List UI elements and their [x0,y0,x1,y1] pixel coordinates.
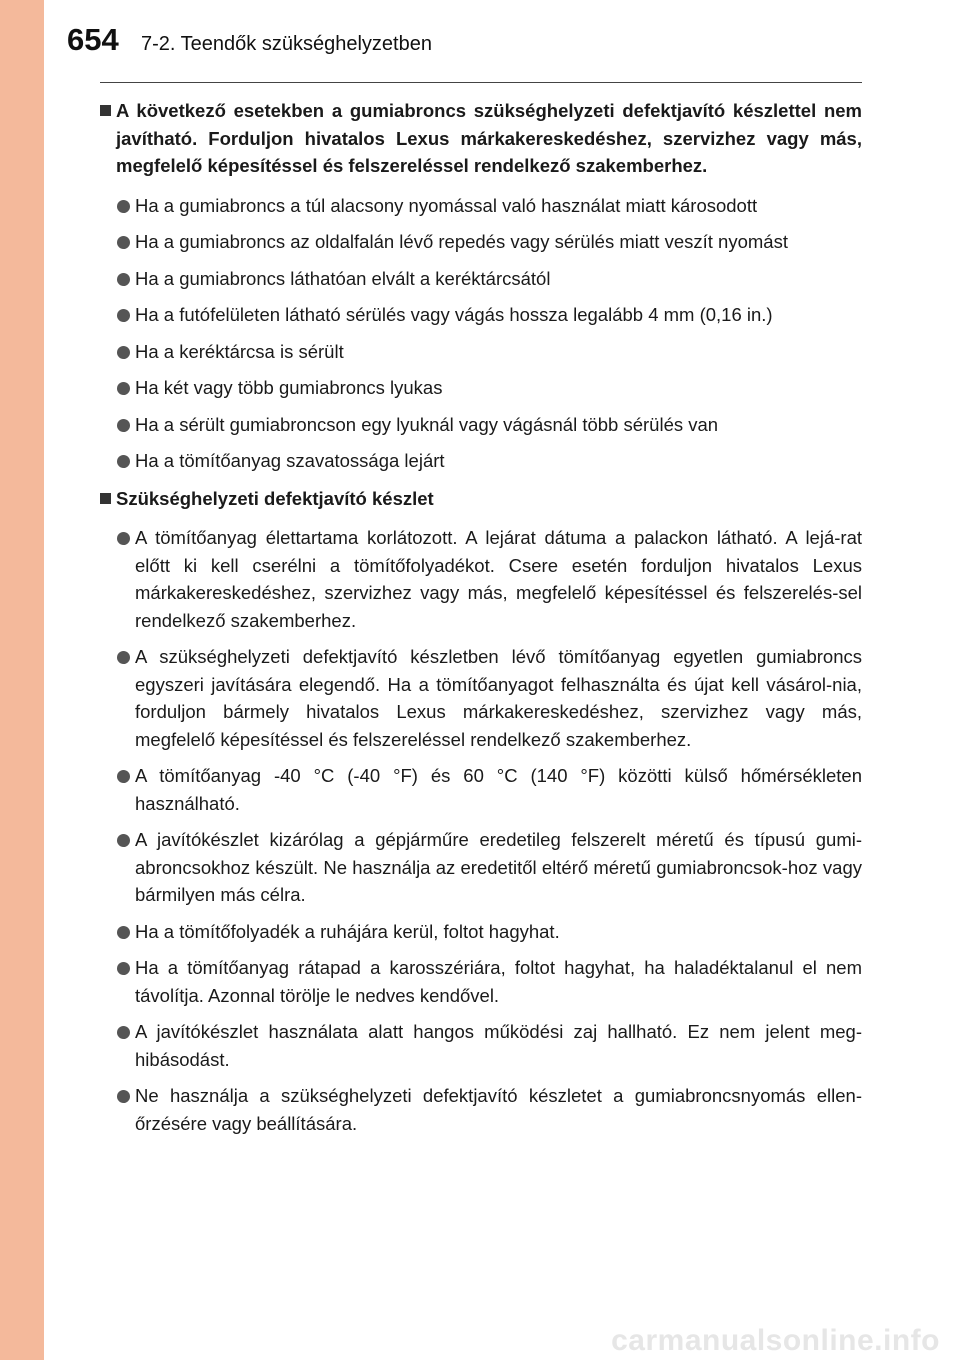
bullet-dot-icon [117,346,130,359]
list-item-text: Ha a keréktárcsa is sérült [135,340,344,362]
list-item-text: Ha a tömítőanyag rátapad a karosszériára, foltot hagyhat, ha haladéktalanul el nem távolítja. Azonnal törölje le nedves kendővel. [135,957,862,1006]
list-item [100,1018,862,1073]
list-item-text: A javítókészlet használata alatt hangos működési zaj hallható. Ez nem jelent meg-hibásodást. [135,1021,862,1070]
list-item-text: Ha a gumiabroncs láthatóan elvált a keréktárcsától [135,267,551,289]
list-item-text: Ha a futófelületen látható sérülés vagy vágás hossza legalább 4 mm (0,16 in.) [135,304,773,325]
page-content [100,97,862,1146]
list-item-text: A szükséghelyzeti defektjavító készletben lévő tömítőanyag egyetlen gumiabroncs egyszeri javítására elegendő. Ha a tömítőanyagot felhasználta és újat kell vásárol-nia, forduljon bármely hivatalos Lexus márkakereskedéshez, szervizhez vagy más, megfelelő képesítéssel és felszereléssel rendelkező szakemberhez. [135,646,862,750]
square-bullet-icon [100,105,111,116]
list-item-text: Ha a sérült gumiabroncson egy lyuknál vagy vágásnál több sérülés van [135,413,719,435]
bullet-dot-icon [117,236,130,249]
list-item [100,338,862,366]
heading-text: A következő esetekben a gumiabroncs szükséghelyzeti defektjavító készlettel nem javítható. Forduljon hivatalos Lexus márkakereskedéshez, szervizhez vagy más, megfelelő képesítéssel és felszereléssel rendelkező szakemberhez. [116,100,862,176]
bullet-dot-icon [117,962,130,975]
list-item [100,954,862,1009]
list-item [100,1082,862,1137]
list-item-text: Ne használja a szükséghelyzeti defektjavító készletet a gumiabroncsnyomás ellen-őrzésére vagy beállítására. [135,1085,862,1134]
watermark-text: carmanualsonline.info [611,1324,940,1357]
header-divider [100,82,862,83]
list-item [100,192,862,220]
subsection-heading-unrepairable [100,97,862,180]
bullet-dot-icon [117,200,130,213]
list-item [100,643,862,753]
bullet-dot-icon [117,834,130,847]
list-item [100,265,862,293]
bullet-dot-icon [117,651,130,664]
bullet-dot-icon [117,419,130,432]
list-item-text: A javítókészlet kizárólag a gépjárműre eredetileg felszerelt méretű és típusú gumi-abroncsokhoz készült. Ne használja az eredetitől eltérő méretű gumiabroncsok-hoz vagy bármilyen más célra. [135,829,862,905]
bullet-dot-icon [117,532,130,545]
list-item [100,228,862,256]
list-item [100,762,862,817]
bullet-dot-icon [117,309,130,322]
chapter-tab-band [0,0,44,1360]
heading-text: Szükséghelyzeti defektjavító készlet [116,487,434,509]
subsection-heading-repair-kit [100,485,862,513]
page-number: 654 [67,22,119,57]
list-item-text: Ha a tömítőanyag szavatossága lejárt [135,450,445,471]
bullet-dot-icon [117,1026,130,1039]
bullet-dot-icon [117,926,130,939]
list-item-text: Ha a gumiabroncs a túl alacsony nyomással való használat miatt károsodott [135,194,758,216]
list-item-text: Ha két vagy több gumiabroncs lyukas [135,377,443,398]
list-item [100,301,862,329]
list-item [100,826,862,909]
list-item [100,524,862,634]
bullet-dot-icon [117,455,130,468]
list-item [100,374,862,402]
list-item-text: Ha a gumiabroncs az oldalfalán lévő repedés vagy sérülés miatt veszít nyomást [135,231,788,252]
list-item-text: A tömítőanyag élettartama korlátozott. A lejárat dátuma a palackon látható. A lejá-rat előtt ki kell cserélni a tömítőfolyadékot. Csere esetén forduljon hivatalos Lexus márkakereskedéshez, szervizhez vagy más, megfelelő képesítéssel és felszerelés-sel rendelkező szakemberhez. [135,527,862,631]
bullet-dot-icon [117,1090,130,1103]
list-item [100,411,862,439]
bullet-dot-icon [117,770,130,783]
list-item [100,447,862,475]
section-title: 7-2. Teendők szükséghelyzetben [141,33,432,55]
list-item [100,918,862,946]
bullet-dot-icon [117,273,130,286]
square-bullet-icon [100,493,111,504]
list-item-text: A tömítőanyag -40 °C (-40 °F) és 60 °C (140 °F) közötti külső hőmérsékleten használható. [135,765,862,814]
bullet-dot-icon [117,382,130,395]
list-item-text: Ha a tömítőfolyadék a ruhájára kerül, foltot hagyhat. [135,920,560,942]
